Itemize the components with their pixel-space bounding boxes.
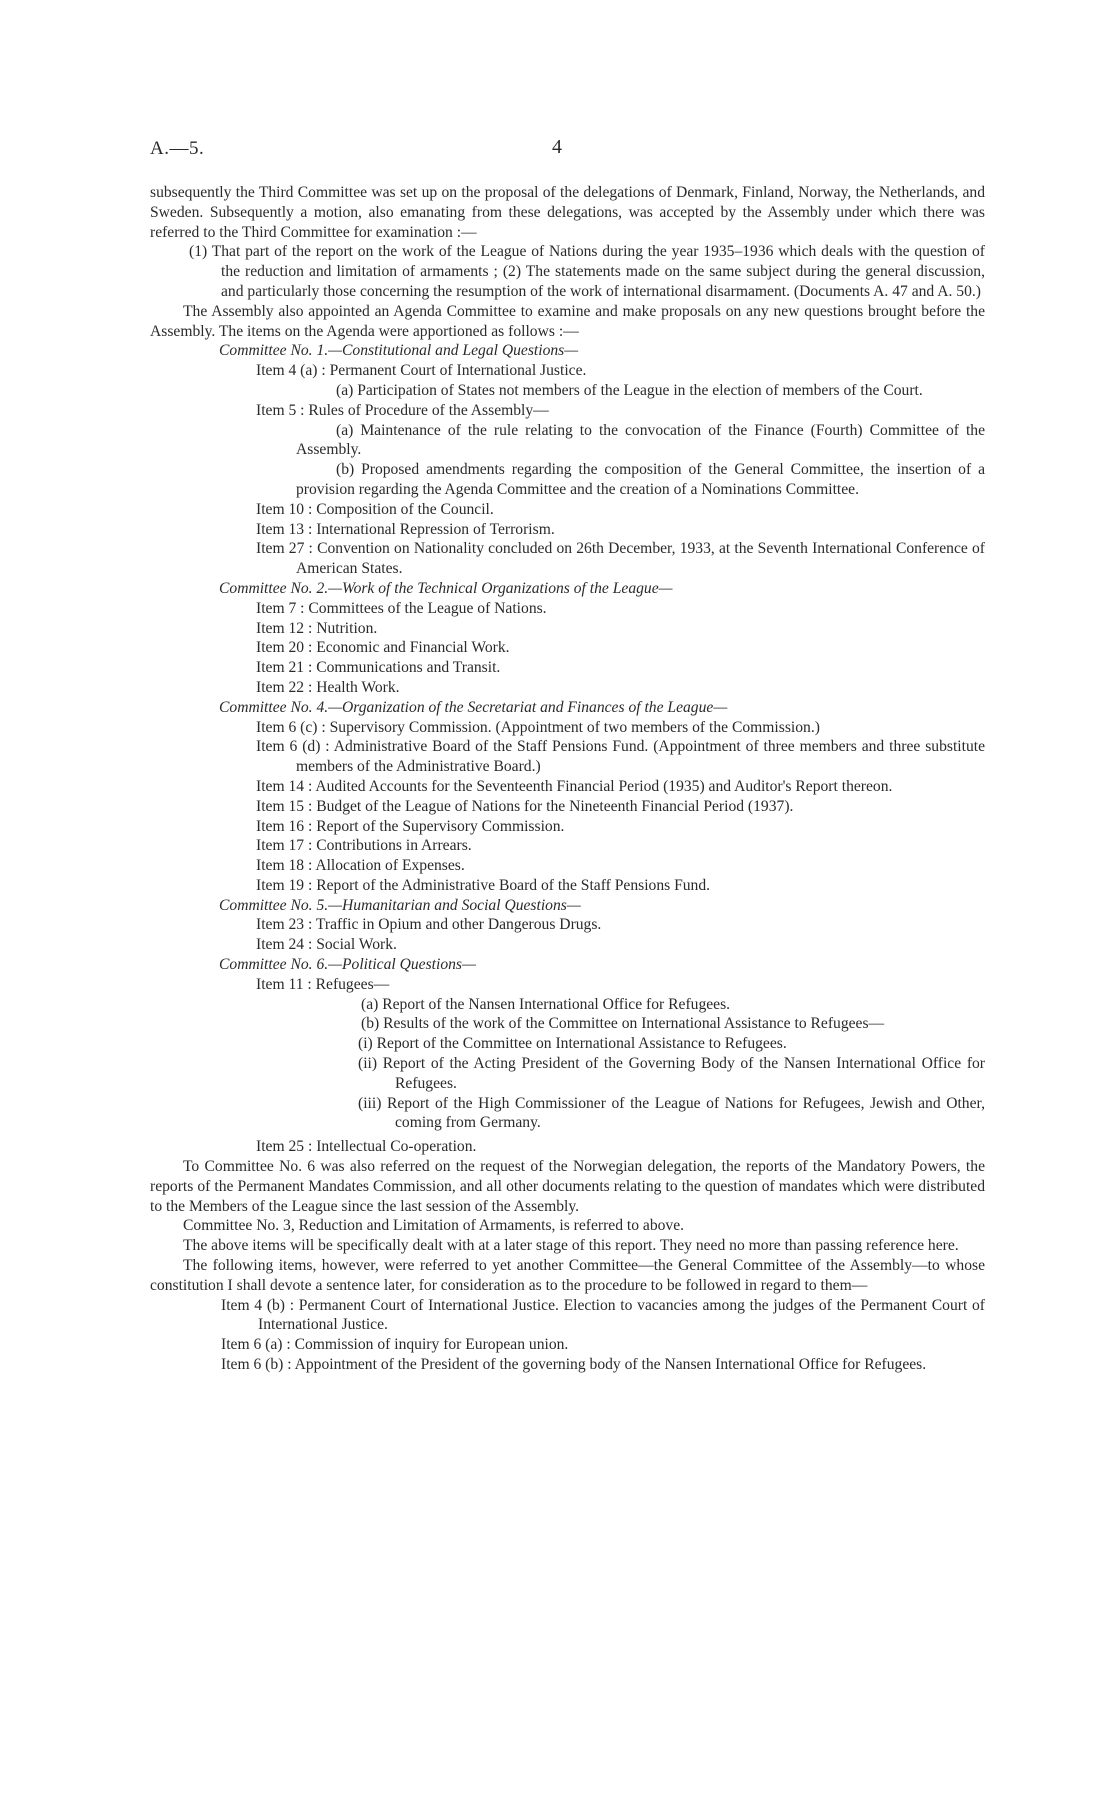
agenda-item: Item 15 : Budget of the League of Nations for the Nineteenth Financial Period (1937). <box>256 797 794 815</box>
above-items-paragraph: The above items will be specifically dealt with at a later stage of this report. They need no more than passing reference here. <box>183 1237 959 1255</box>
agenda-item: Item 18 : Allocation of Expenses. <box>256 857 465 875</box>
committee-3-paragraph: Committee No. 3, Reduction and Limitation of Armaments, is referred to above. <box>183 1217 685 1235</box>
agenda-item: Item 17 : Contributions in Arrears. <box>256 837 472 855</box>
agenda-subitem-roman: (ii) Report of the Acting President of the Governing Body of the Nansen International Office for Refugees. <box>358 1055 985 1092</box>
agenda-item: Item 27 : Convention on Nationality concluded on 26th December, 1933, at the Seventh International Conference of American States. <box>256 540 985 578</box>
agenda-item: Item 6 (c) : Supervisory Commission. (Appointment of two members of the Commission.) <box>256 718 820 736</box>
agenda-item: Item 4 (a) : Permanent Court of International Justice. <box>256 362 587 380</box>
general-item: Item 6 (b) : Appointment of the President of the governing body of the Nansen International Office for Refugees. <box>221 1356 927 1374</box>
referral-item: (1) That part of the report on the work of the League of Nations during the year 1935–1936 which deals with the question of the reduction and limitation of armaments ; (2) The statements made on the same subject during the general discussion, and particularly those concerning the resumption of the work of international disarmament. (Documents A. 47 and A. 50.) <box>189 243 985 300</box>
agenda-paragraph: The Assembly also appointed an Agenda Committee to examine and make proposals on any new questions brought before the Assembly. The items on the Agenda were apportioned as follows :— <box>150 302 985 340</box>
agenda-subitem: (a) Maintenance of the rule relating to the convocation of the Finance (Fourth) Committee of the Assembly. <box>296 421 985 459</box>
body-text <box>150 183 985 1375</box>
agenda-subitem-roman: (iii) Report of the High Commissioner of the League of Nations for Refugees, Jewish and Other, coming from Germany. <box>358 1094 985 1132</box>
committee-2-heading: Committee No. 2.—Work of the Technical Organizations of the League— <box>219 579 673 597</box>
intro-paragraph: subsequently the Third Committee was set up on the proposal of the delegations of Denmark, Finland, Norway, the Netherlands, and Sweden. Subsequently a motion, also emanating from these delegations, was accepted by the Assembly under which there was referred to the Third Committee for examination :— <box>150 184 985 241</box>
agenda-item: Item 16 : Report of the Supervisory Commission. <box>256 817 565 835</box>
agenda-item: Item 11 : Refugees— <box>256 975 390 993</box>
agenda-item: Item 23 : Traffic in Opium and other Dangerous Drugs. <box>256 916 602 934</box>
agenda-item: Item 10 : Composition of the Council. <box>256 500 494 518</box>
agenda-item: Item 13 : International Repression of Terrorism. <box>256 520 555 538</box>
general-item: Item 6 (a) : Commission of inquiry for European union. <box>221 1336 569 1354</box>
agenda-subitem: (b) Results of the work of the Committee on International Assistance to Refugees— <box>361 1015 885 1033</box>
agenda-item: Item 7 : Committees of the League of Nations. <box>256 599 547 617</box>
agenda-item: Item 25 : Intellectual Co-operation. <box>256 1138 477 1156</box>
agenda-item: Item 21 : Communications and Transit. <box>256 659 501 677</box>
committee-5-heading: Committee No. 5.—Humanitarian and Social Questions— <box>219 896 581 914</box>
committee-1-heading: Committee No. 1.—Constitutional and Legal Questions— <box>219 342 579 360</box>
agenda-item: Item 5 : Rules of Procedure of the Assembly— <box>256 401 549 419</box>
mandates-paragraph: To Committee No. 6 was also referred on the request of the Norwegian delegation, the reports of the Mandatory Powers, the reports of the Permanent Mandates Commission, and all other documents relating to the question of mandates which were distributed to the Members of the League since the last session of the Assembly. <box>150 1158 985 1215</box>
general-committee-paragraph: The following items, however, were referred to yet another Committee—the General Committee of the Assembly—to whose constitution I shall devote a sentence later, for consideration as to the procedure to be followed in regard to them— <box>150 1257 985 1294</box>
agenda-item: Item 14 : Audited Accounts for the Seventeenth Financial Period (1935) and Auditor's Report thereon. <box>256 777 893 795</box>
page-number: 4 <box>552 136 562 158</box>
agenda-subitem: (a) Report of the Nansen International Office for Refugees. <box>361 995 731 1013</box>
agenda-item: Item 6 (d) : Administrative Board of the Staff Pensions Fund. (Appointment of three members and three substitute members of the Administrative Board.) <box>256 738 985 776</box>
agenda-item: Item 20 : Economic and Financial Work. <box>256 639 510 657</box>
committee-6-heading: Committee No. 6.—Political Questions— <box>219 956 476 974</box>
document-reference: A.—5. <box>150 138 205 159</box>
agenda-subitem-roman: (i) Report of the Committee on International Assistance to Refugees. <box>358 1035 787 1053</box>
general-item: Item 4 (b) : Permanent Court of International Justice. Election to vacancies among the judges of the Permanent Court of International Justice. <box>221 1296 985 1334</box>
agenda-item: Item 24 : Social Work. <box>256 936 397 954</box>
committee-4-heading: Committee No. 4.—Organization of the Secretariat and Finances of the League— <box>219 698 728 716</box>
agenda-item: Item 12 : Nutrition. <box>256 619 378 637</box>
agenda-subitem: (a) Participation of States not members of the League in the election of members of the Court. <box>336 381 923 399</box>
agenda-item: Item 19 : Report of the Administrative Board of the Staff Pensions Fund. <box>256 876 711 894</box>
agenda-item: Item 22 : Health Work. <box>256 678 400 696</box>
agenda-subitem: (b) Proposed amendments regarding the composition of the General Committee, the insertion of a provision regarding the Agenda Committee and the creation of a Nominations Committee. <box>296 461 985 498</box>
